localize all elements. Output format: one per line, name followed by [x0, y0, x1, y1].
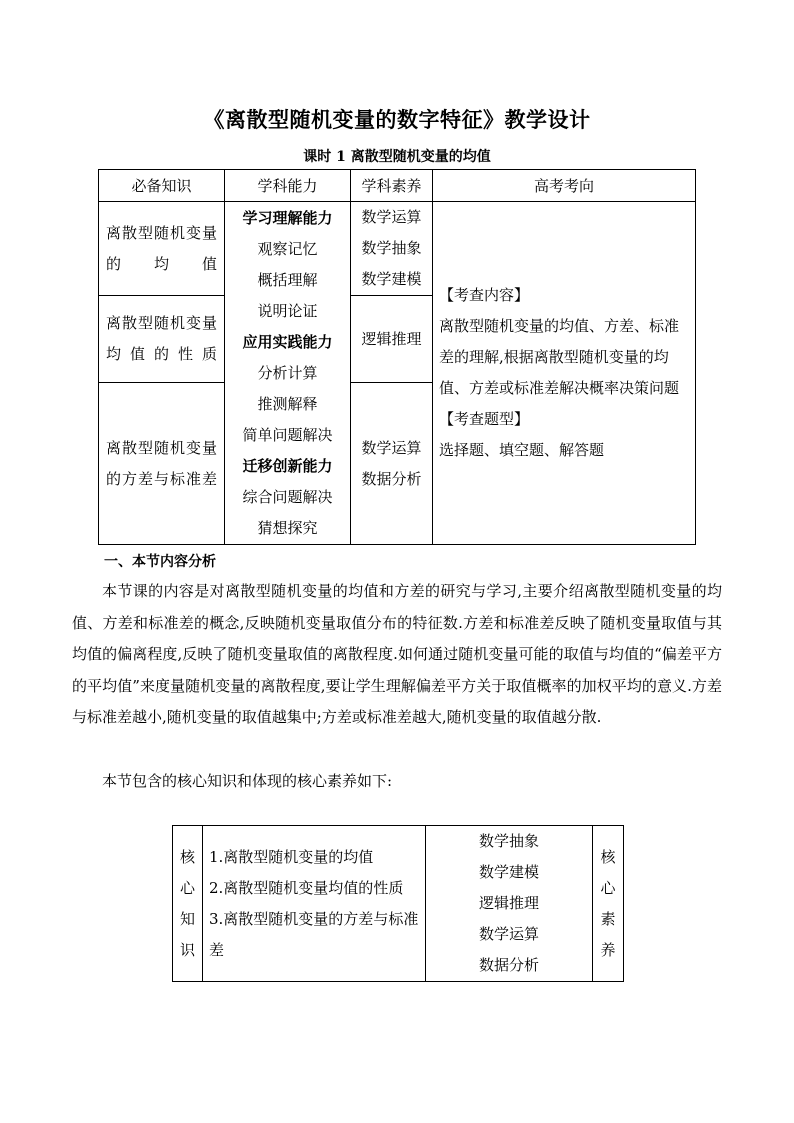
knowledge-cell: 离散型随机变量均值的性质 [99, 296, 225, 383]
section-paragraph: 本节课的内容是对离散型随机变量的均值和方差的研究与学习,主要介绍离散型随机变量的均值、方差和标准差的概念,反映随机变量取值分布的特征数.方差和标准差反映了随机变量取值与其均值的偏离程度,反映了随机变量取值的离散程度.如何通过随机变量可能的取值与均值的“偏差平方的平均值”来度量随机变量的离散程度,要让学生理解偏差平方关于取值概率的加权平均的意义.方差与标准差越小,随机变量的取值越集中;方差或标准差越大,随机变量的取值越分散. [72, 582, 722, 727]
core-literacy-list [426, 826, 593, 982]
ability-item: 猜想探究 [257, 518, 318, 537]
header-exam: 高考考向 [433, 170, 696, 202]
overview-table [98, 169, 696, 545]
literacy-item: 数学建模 [361, 270, 422, 288]
label-char: 素 [600, 909, 616, 928]
ability-item: 说明论证 [257, 301, 318, 320]
header-literacy: 学科素养 [351, 170, 433, 202]
core-literacy-item: 逻辑推理 [478, 894, 539, 912]
section-heading: 一、本节内容分析 [104, 554, 216, 570]
exam-type-text: 选择题、填空题、解答题 [439, 441, 605, 459]
literacy-item: 数学抽象 [361, 239, 422, 257]
literacy-cell [351, 383, 433, 545]
core-table [172, 825, 624, 982]
ability-item: 分析计算 [257, 363, 318, 382]
label-char: 心 [179, 878, 195, 897]
label-char: 养 [600, 940, 616, 959]
label-char: 心 [600, 878, 616, 897]
exam-type-label: 【考查题型】 [439, 410, 530, 428]
exam-cell [433, 202, 696, 545]
exam-content-line: 差的理解,根据离散型随机变量的均 [439, 348, 669, 366]
label-char: 核 [179, 847, 195, 866]
ability-cell [225, 202, 351, 545]
exam-content-line: 值、方差或标准差解决概率决策问题 [439, 379, 680, 397]
label-char: 识 [179, 940, 195, 959]
core-literacy-item: 数据分析 [478, 956, 539, 974]
ability-item: 学习理解能力 [242, 208, 333, 227]
knowledge-cell: 离散型随机变量的方差与标准差 [99, 383, 225, 545]
ability-item: 观察记忆 [257, 239, 318, 258]
core-knowledge-item: 2.离散型随机变量均值的性质 [209, 878, 404, 897]
ability-item: 推测解释 [257, 394, 318, 413]
exam-content-line: 离散型随机变量的均值、方差、标准 [439, 317, 680, 335]
header-knowledge: 必备知识 [99, 170, 225, 202]
literacy-item: 数学运算 [361, 208, 422, 226]
section-paragraph: 本节包含的核心知识和体现的核心素养如下: [102, 772, 393, 790]
literacy-item: 数据分析 [361, 469, 422, 488]
exam-content-label: 【考查内容】 [439, 286, 530, 304]
label-char: 知 [179, 909, 195, 928]
core-literacy-label [593, 826, 624, 982]
label-char: 核 [600, 847, 616, 866]
core-literacy-item: 数学运算 [478, 925, 539, 943]
literacy-cell [351, 202, 433, 296]
core-knowledge-list [203, 826, 426, 982]
ability-item: 综合问题解决 [242, 487, 333, 506]
core-literacy-item: 数学抽象 [478, 832, 539, 850]
literacy-cell [351, 296, 433, 383]
ability-item: 应用实践能力 [242, 332, 333, 351]
literacy-item: 逻辑推理 [361, 329, 422, 348]
literacy-item: 数学运算 [361, 438, 422, 457]
ability-item: 简单问题解决 [242, 425, 333, 444]
core-knowledge-item: 3.离散型随机变量的方差与标准差 [209, 909, 419, 959]
overview-header-row [99, 170, 696, 202]
lesson-subtitle: 课时 1 离散型随机变量的均值 [303, 149, 491, 165]
header-ability: 学科能力 [225, 170, 351, 202]
core-knowledge-label [173, 826, 203, 982]
core-literacy-item: 数学建模 [478, 863, 539, 881]
ability-item: 概括理解 [257, 270, 318, 289]
core-knowledge-item: 1.离散型随机变量的均值 [209, 847, 374, 866]
overview-row [99, 202, 696, 296]
document-title: 《离散型随机变量的数字特征》教学设计 [203, 107, 591, 132]
knowledge-cell: 离散型随机变量的均值 [99, 202, 225, 296]
ability-item: 迁移创新能力 [242, 456, 333, 475]
core-row [173, 826, 624, 982]
